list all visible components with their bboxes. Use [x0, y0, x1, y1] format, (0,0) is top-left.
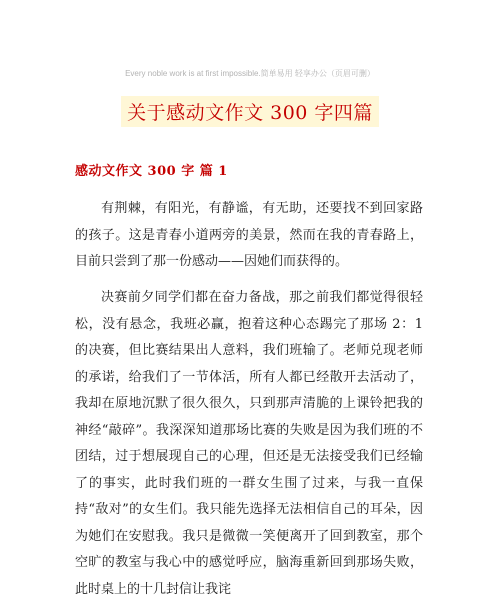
section-title: 感动文作文 300 字 篇 1 [75, 164, 228, 179]
document-title-text: 关于感动文作文 300 字四篇 [121, 96, 379, 127]
document-title [0, 96, 500, 127]
paragraph-1: 有荆棘，有阳光，有静谧，有无助，还要找不到回家路的孩子。这是青春小道两旁的美景，然而在我的青春路上，目前只尝到了那一份感动——因她们而获得的。 [75, 201, 423, 269]
page-header: Every noble work is at first impossible.简单易用 轻享办公（页眉可删） [125, 69, 375, 78]
paragraph-2: 决赛前夕同学们都在奋力备战，那之前我们都觉得很轻松，没有悬念，我班必赢，抱着这种心态踢完了那场 2：1 的决赛，但比赛结果出人意料，我们班输了。老师兑现老师的承诺，给我们了一节体活，所有人都已经散开去活动了，我却在原地沉默了很久很久，只到那声清脆的上课铃把我的神经“敲碎”。我深深知道那场比赛的失败是因为我们班的不团结，过于想展现自己的心理，但还是无法接受我们已经输了的事实，此时我们班的一群女生围了过来，与我一直保持“敌对”的女生们。我只能先选择无法相信自己的耳朵，因为她们在安慰我。我只是微微一笑便离开了回到教室，那个空旷的教室与我心中的感觉呼应，脑海重新回到那场失败，此时桌上的十几封信让我诧 [75, 290, 423, 597]
